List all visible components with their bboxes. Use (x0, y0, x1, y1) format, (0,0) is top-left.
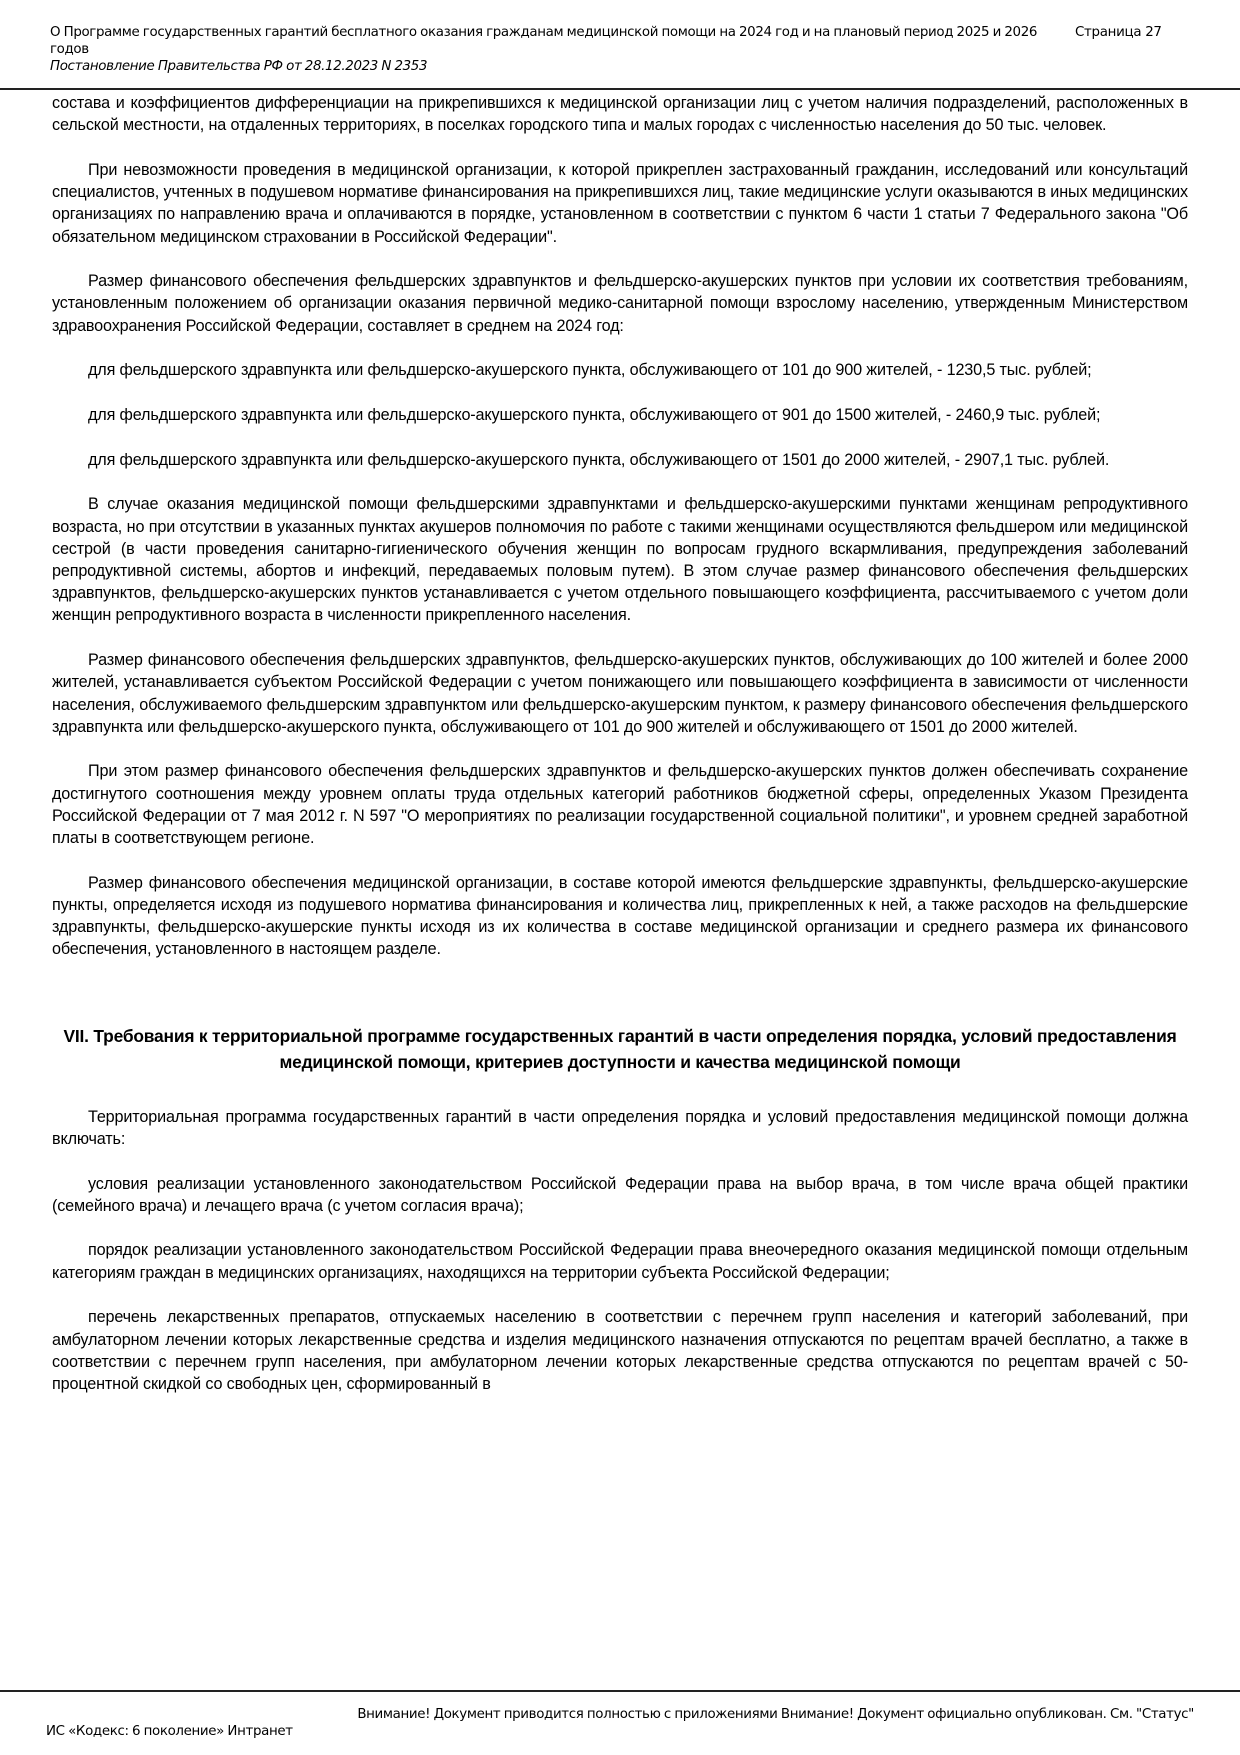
paragraph: условия реализации установленного законодательством Российской Федерации права на выбор врача, в том числе врача общей практики (семейного врача) и лечащего врача (с учетом согласия врача); (52, 1174, 1188, 1215)
footer-notice: Внимание! Документ приводится полностью с приложениями Внимание! Документ официально опубликован. См. "Статус" (357, 1707, 1194, 1722)
page-number: Страница 27 (1075, 25, 1162, 40)
paragraph: перечень лекарственных препаратов, отпускаемых населению в соответствии с перечнем групп населения и категорий заболеваний, при амбулаторном лечении которых лекарственные средства и изделия медицинского назначения отпускаются по рецептам врачей бесплатно, а также в соответствии с перечнем групп населения, при амбулаторном лечении которых лекарственные средства отпускаются по рецептам врачей с 50-процентной скидкой со свободных цен, сформированный в (52, 1308, 1188, 1393)
paragraph: для фельдшерского здравпункта или фельдшерско-акушерского пункта, обслуживающего от 901 до 1500 жителей, - 2460,9 тыс. рублей; (88, 406, 1101, 425)
footer-system-name: ИС «Кодекс: 6 поколение» Интранет (46, 1724, 293, 1739)
paragraph: В случае оказания медицинской помощи фельдшерскими здравпунктами и фельдшерско-акушерскими пунктами женщинам репродуктивного возраста, но при отсутствии в указанных пунктах акушеров полномочия по работе с такими женщинами осуществляются фельдшером или медицинской сестрой (в части проведения санитарно-гигиенического обучения женщин по вопросам грудного вскармливания, предупреждения заболеваний репродуктивной системы, абортов и инфекций, передаваемых половым путем). В этом случае размер финансового обеспечения фельдшерских здравпунктов, фельдшерско-акушерских пунктов устанавливается с учетом отдельного повышающего коэффициента, рассчитываемого с учетом доли женщин репродуктивного возраста в численности прикрепленного населения. (52, 495, 1188, 625)
document-title (50, 24, 1040, 75)
paragraph: При невозможности проведения в медицинской организации, к которой прикреплен застрахованный гражданин, исследований или консультаций специалистов, учтенных в подушевом нормативе финансирования на прикрепившихся лиц, такие медицинские услуги оказываются в иных медицинских организациях по направлению врача и оплачиваются в порядке, установленном в соответствии с пунктом 6 части 1 статьи 7 Федерального закона "Об обязательном медицинском страховании в Российской Федерации". (52, 160, 1188, 246)
document-body (52, 92, 1188, 1418)
paragraph: При этом размер финансового обеспечения фельдшерских здравпунктов и фельдшерско-акушерских пунктов должен обеспечивать сохранение достигнутого соотношения между уровнем оплаты труда отдельных категорий работников бюджетной сферы, определенных Указом Президента Российской Федерации от 7 мая 2012 г. N 597 "О мероприятиях по реализации государственной социальной политики", и уровнем средней заработной платы в соответствующем регионе. (52, 762, 1188, 848)
page-footer (0, 1694, 1240, 1755)
paragraph: порядок реализации установленного законодательством Российской Федерации права внеочередного оказания медицинской помощи отдельным категориям граждан в медицинских организациях, находящихся на территории субъекта Российской Федерации; (52, 1241, 1188, 1282)
paragraph: Размер финансового обеспечения медицинской организации, в составе которой имеются фельдшерские здравпункты, фельдшерско-акушерские пункты, определяется исходя из подушевого норматива финансирования и количества лиц, прикрепленных к ней, а также расходов на фельдшерские здравпункты, фельдшерско-акушерские пункты исходя из их количества в составе медицинской организации и среднего размера их финансового обеспечения, установленного в настоящем разделе. (52, 873, 1188, 959)
paragraph: Размер финансового обеспечения фельдшерских здравпунктов, фельдшерско-акушерских пунктов, обслуживающих до 100 жителей и более 2000 жителей, устанавливается субъектом Российской Федерации с учетом понижающего или повышающего коэффициента в зависимости от численности населения, обслуживаемого фельдшерским здравпунктом или фельдшерско-акушерским пунктом, к размеру финансового обеспечения фельдшерского здравпункта или фельдшерско-акушерского пункта, обслуживающего от 101 до 900 жителей и обслуживающего от 1501 до 2000 жителей. (52, 651, 1188, 736)
header-divider (0, 88, 1240, 90)
page-header (0, 0, 1240, 92)
paragraph: состава и коэффициентов дифференциации на прикрепившихся к медицинской организации лиц с учетом наличия подразделений, расположенных в сельской местности, на отдаленных территориях, в поселках городского типа и малых городах с численностью населения до 50 тыс. человек. (52, 94, 1188, 135)
paragraph: для фельдшерского здравпункта или фельдшерско-акушерского пункта, обслуживающего от 101 до 900 жителей, - 1230,5 тыс. рублей; (88, 361, 1092, 380)
footer-divider (0, 1690, 1240, 1692)
paragraph: для фельдшерского здравпункта или фельдшерско-акушерского пункта, обслуживающего от 1501 до 2000 жителей, - 2907,1 тыс. рублей. (88, 450, 1110, 469)
paragraph: Территориальная программа государственных гарантий в части определения порядка и условий предоставления медицинской помощи должна включать: (52, 1107, 1188, 1148)
document-title-text: О Программе государственных гарантий бесплатного оказания гражданам медицинской помощи на 2024 год и на плановый период 2025 и 2026 годов (50, 25, 1038, 57)
section-heading: VII. Требования к территориальной программе государственных гарантий в части определения порядка, условий предоставления медицинской помощи, критериев доступности и качества медицинской помощи (63, 1025, 1177, 1072)
paragraph: Размер финансового обеспечения фельдшерских здравпунктов и фельдшерско-акушерских пунктов при условии их соответствия требованиям, установленным положением об организации оказания первичной медико-санитарной помощи взрослому населению, утвержденным Министерством здравоохранения Российской Федерации, составляет в среднем на 2024 год: (52, 272, 1188, 335)
document-subtitle: Постановление Правительства РФ от 28.12.2023 N 2353 (50, 59, 428, 74)
